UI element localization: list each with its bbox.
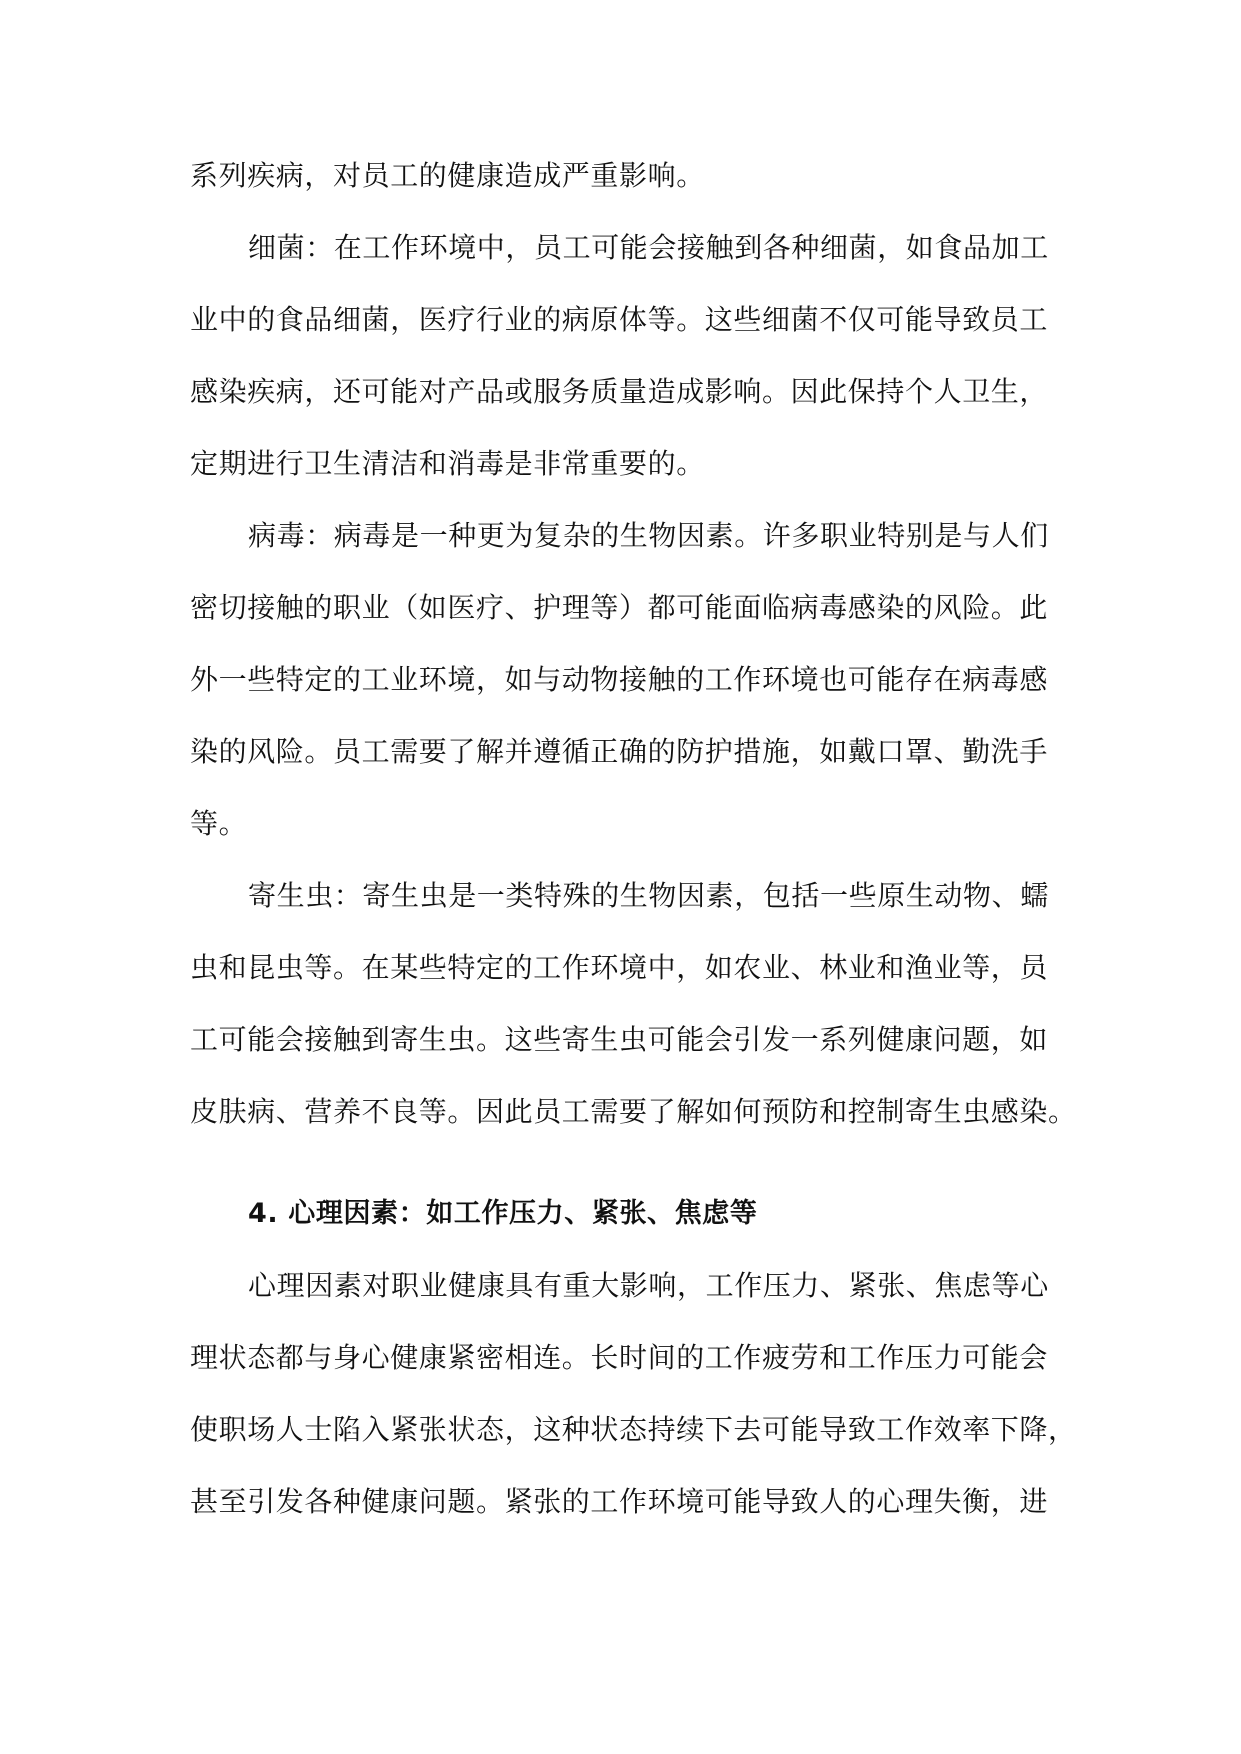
text-line: 系列疾病，对员工的健康造成严重影响。: [190, 159, 705, 192]
text-line: 理状态都与身心健康紧密相连。长时间的工作疲劳和工作压力可能会: [190, 1341, 1049, 1374]
paragraph-bacteria: [190, 212, 1050, 500]
text-line: 密切接触的职业（如医疗、护理等）都可能面临病毒感染的风险。此: [190, 591, 1049, 624]
text-line: 外一些特定的工业环境，如与动物接触的工作环境也可能存在病毒感: [190, 663, 1049, 696]
text-line: 细菌：在工作环境中，员工可能会接触到各种细菌，如食品加工: [248, 231, 1049, 264]
text-line: 虫和昆虫等。在某些特定的工作环境中，如农业、林业和渔业等，员: [190, 951, 1049, 984]
text-line: 等。: [190, 807, 248, 840]
section-heading: [190, 1178, 1050, 1250]
paragraph-continuation: [190, 140, 1050, 212]
text-line: 工可能会接触到寄生虫。这些寄生虫可能会引发一系列健康问题，如: [190, 1023, 1049, 1056]
heading-text: 4. 心理因素：如工作压力、紧张、焦虑等: [248, 1198, 758, 1229]
text-line: 使职场人士陷入紧张状态，这种状态持续下去可能导致工作效率下降，: [190, 1413, 1077, 1446]
text-line: 定期进行卫生清洁和消毒是非常重要的。: [190, 447, 705, 480]
paragraph-virus: [190, 500, 1050, 860]
text-line: 寄生虫：寄生虫是一类特殊的生物因素，包括一些原生动物、蠕: [248, 879, 1049, 912]
text-line: 心理因素对职业健康具有重大影响，工作压力、紧张、焦虑等心: [248, 1269, 1049, 1302]
paragraph-parasite: [190, 860, 1077, 1148]
text-line: 病毒：病毒是一种更为复杂的生物因素。许多职业特别是与人们: [248, 519, 1049, 552]
text-line: 感染疾病，还可能对产品或服务质量造成影响。因此保持个人卫生，: [190, 375, 1049, 408]
document-page: [190, 140, 1077, 1538]
text-line: 甚至引发各种健康问题。紧张的工作环境可能导致人的心理失衡，进: [190, 1485, 1049, 1518]
section-spacer: [190, 1148, 1050, 1178]
text-line: 染的风险。员工需要了解并遵循正确的防护措施，如戴口罩、勤洗手: [190, 735, 1049, 768]
text-line: 业中的食品细菌，医疗行业的病原体等。这些细菌不仅可能导致员工: [190, 303, 1049, 336]
text-line: 皮肤病、营养不良等。因此员工需要了解如何预防和控制寄生虫感染。: [190, 1095, 1077, 1128]
paragraph-psychological: [190, 1250, 1077, 1538]
